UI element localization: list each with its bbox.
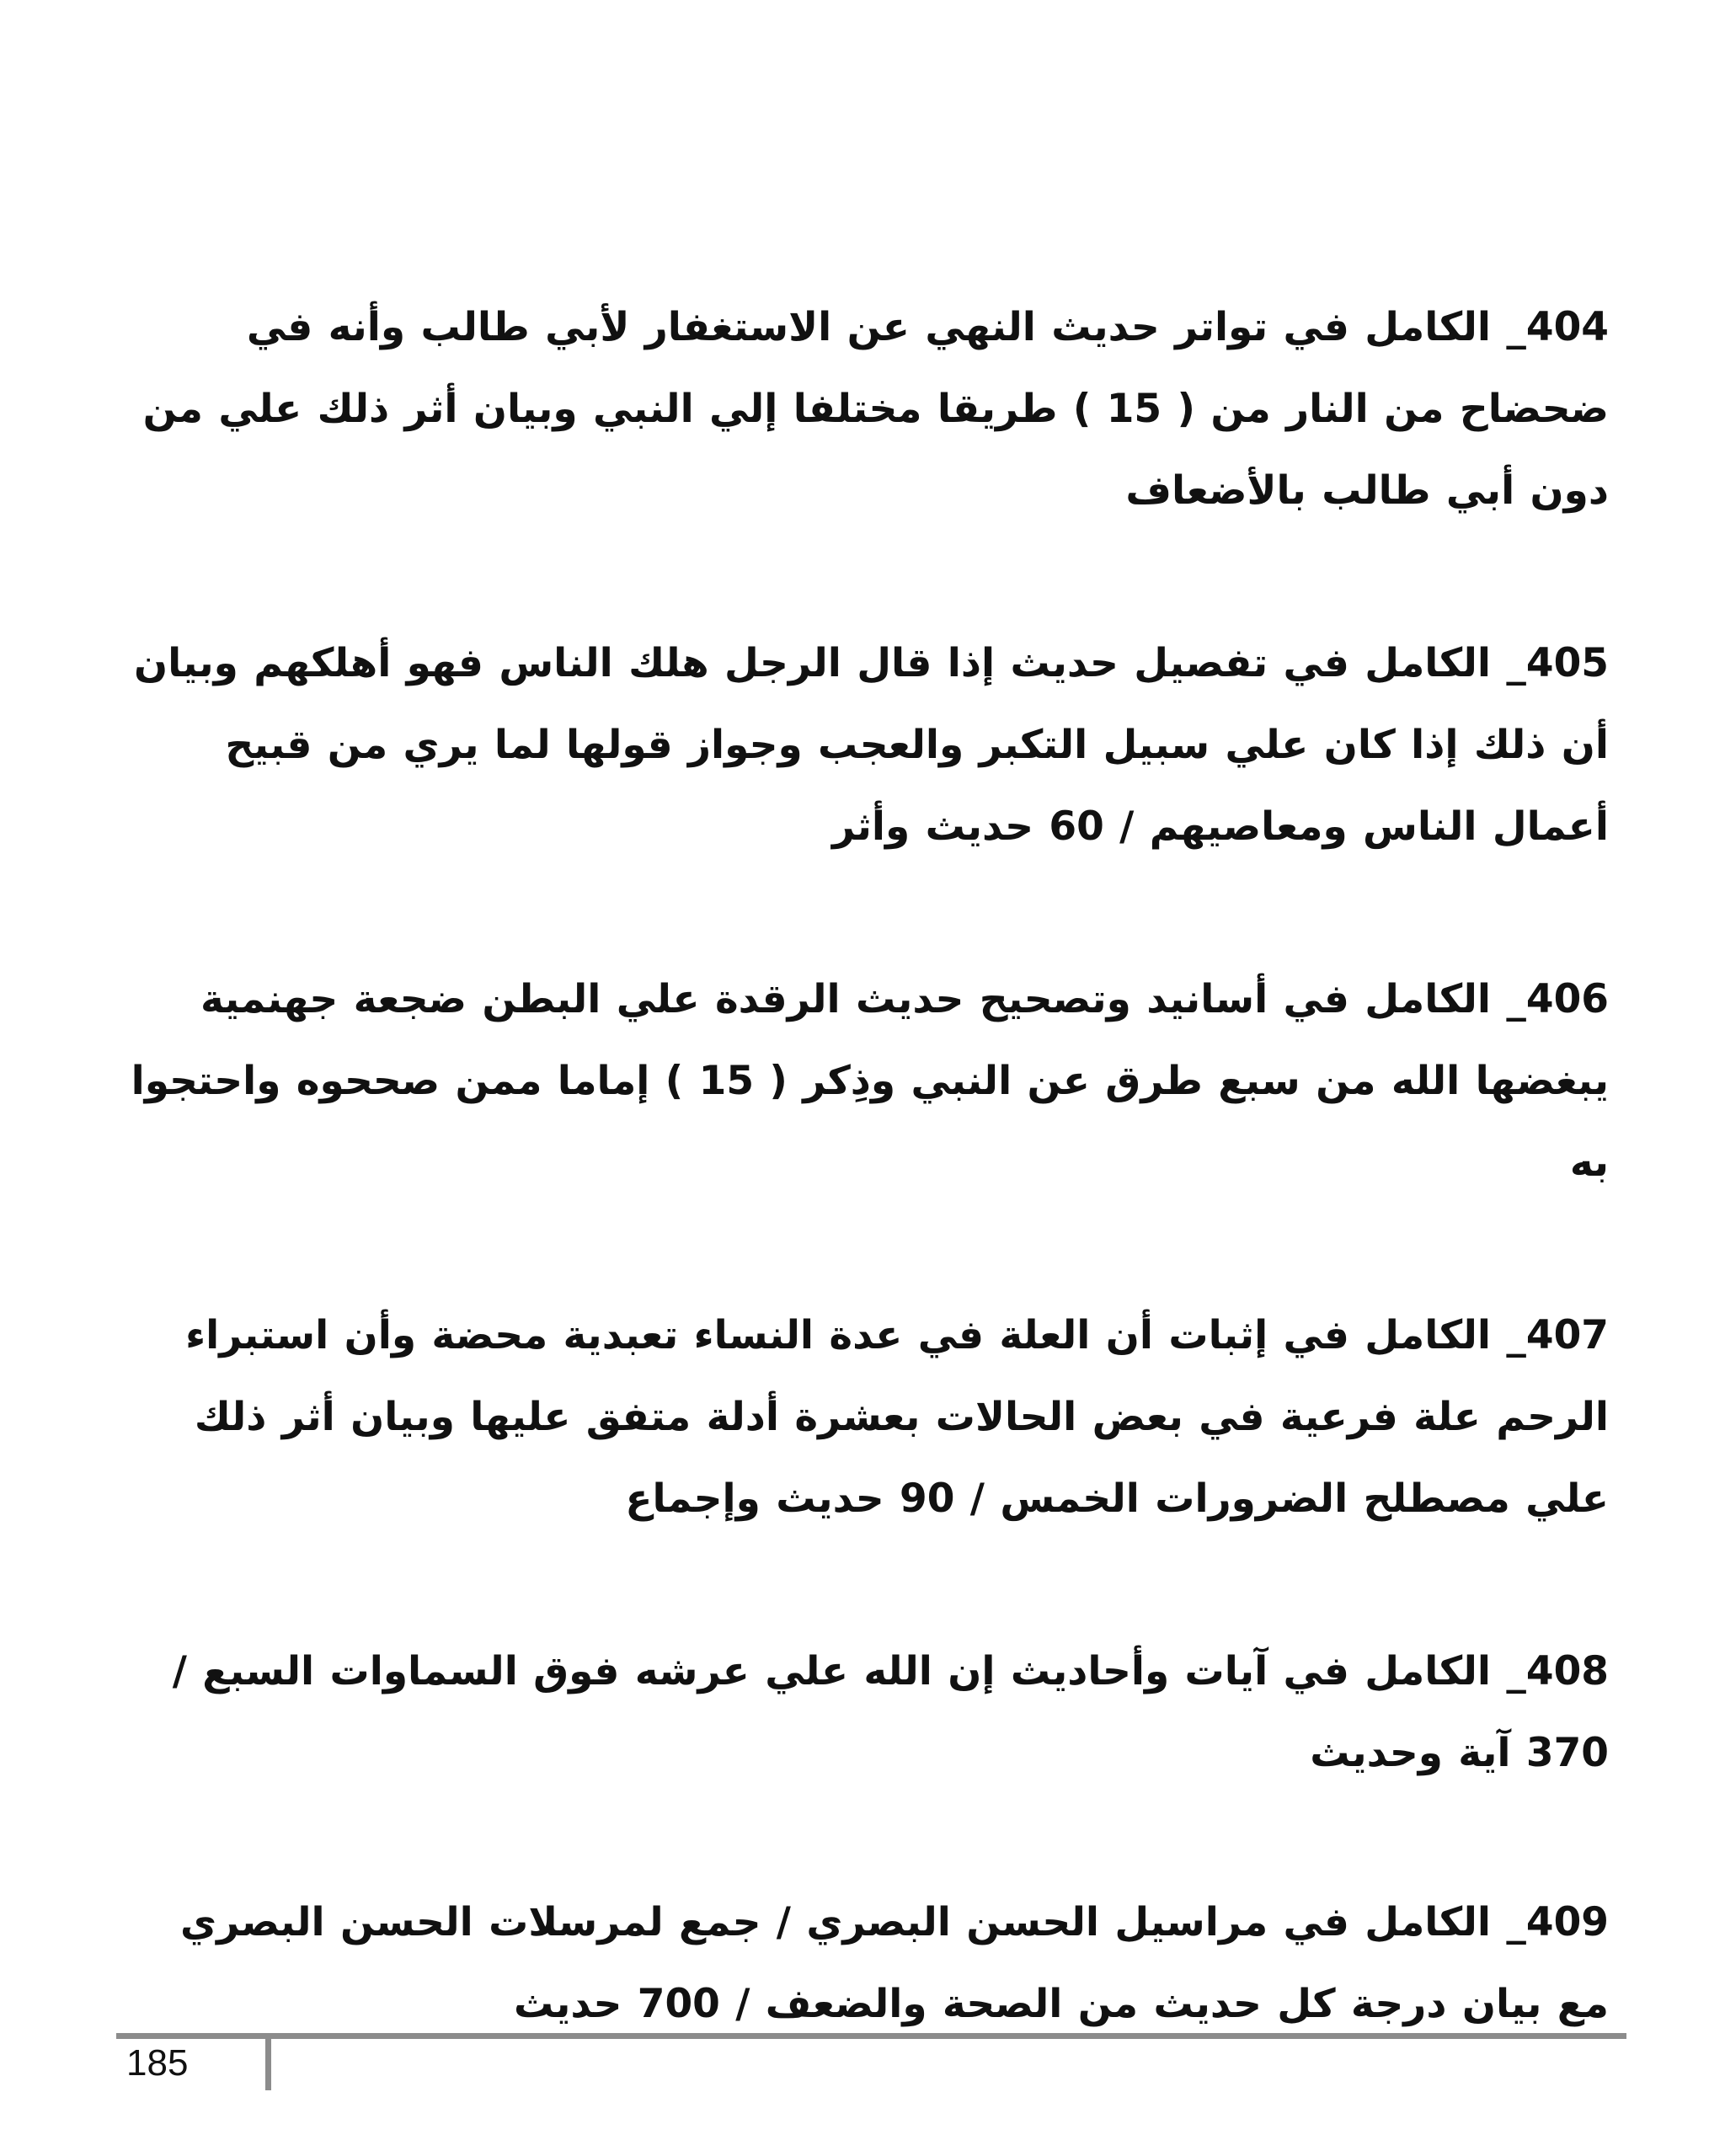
catalog-entry-406: 406_ الكامل في أسانيد وتصحيح حديث الرقدة علي البطن ضجعة جهنمية يبغضها الله من سبع طرق عن النبي وذِكر ( 15 ) إماما ممن صححوه واحتجوا به (131, 976, 1609, 1186)
catalog-entry-408: 408_ الكامل في آيات وأحاديث إن الله علي عرشه فوق السماوات السبع / 370 آية وحديث (172, 1648, 1609, 1776)
catalog-entry-407: 407_ الكامل في إثبات أن العلة في عدة النساء تعبدية محضة وأن استبراء الرحم علة فرعية في بعض الحالات بعشرة أدلة متفق عليها وبيان أثر ذلك علي مصطلح الضرورات الخمس / 90 حديث وإجماع (185, 1312, 1609, 1522)
catalog-entry-404: 404_ الكامل في تواتر حديث النهي عن الاستغفار لأبي طالب وأنه في ضحضاح من النار من ( 15 ) طريقا مختلفا إلي النبي وبيان أثر ذلك علي من دون أبي طالب بالأضعاف (142, 304, 1609, 514)
footer-divider-tick (265, 2033, 271, 2090)
page-number: 185 (126, 2042, 189, 2084)
catalog-entry-list (126, 286, 1609, 2045)
footer-rule (116, 2033, 1626, 2039)
catalog-entry-409: 409_ الكامل في مراسيل الحسن البصري / جمع لمرسلات الحسن البصري مع بيان درجة كل حديث من الصحة والضعف / 700 حديث (180, 1899, 1609, 2027)
catalog-entry-405: 405_ الكامل في تفصيل حديث إذا قال الرجل هلك الناس فهو أهلكهم وبيان أن ذلك إذا كان علي سبيل التكبر والعجب وجواز قولها لما يري من قبيح أعمال الناس ومعاصيهم / 60 حديث وأثر (134, 640, 1609, 850)
